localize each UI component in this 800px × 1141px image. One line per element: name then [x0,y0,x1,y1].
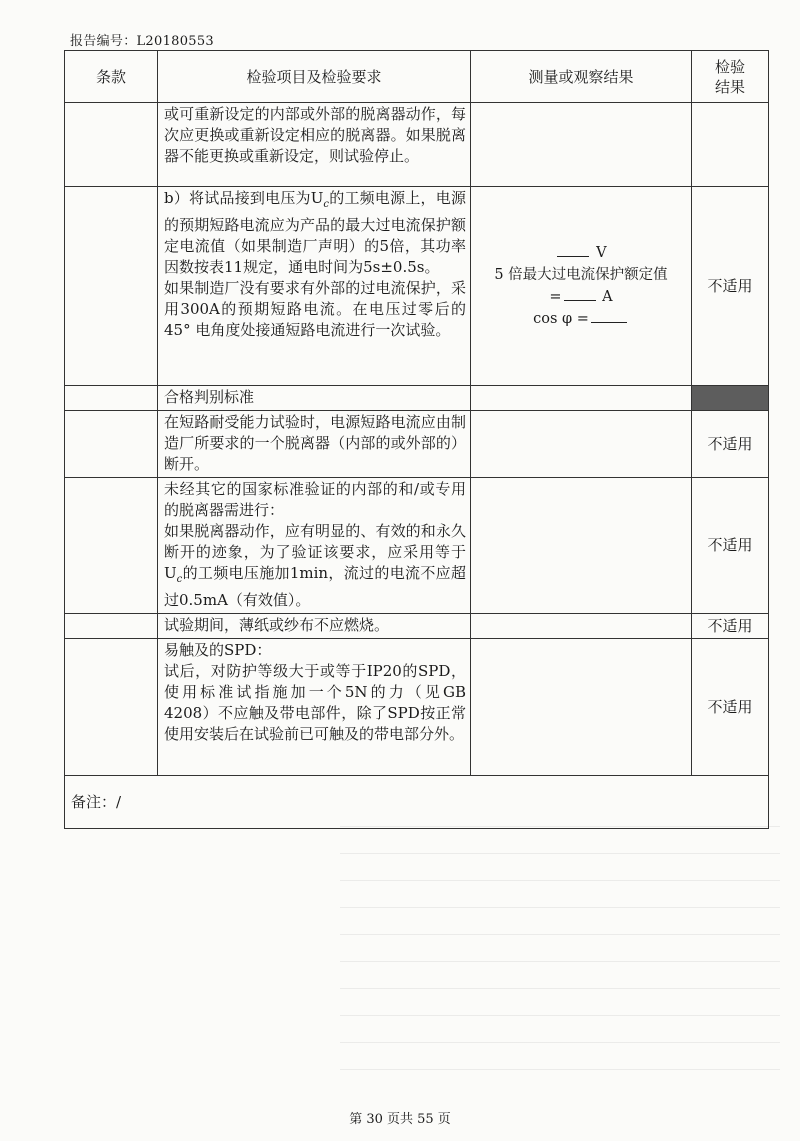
header-verdict-line2: 结果 [714,77,745,96]
power-factor-blank [591,308,627,323]
voltage-blank [557,242,589,257]
requirement-text: 或可重新设定的内部或外部的脱离器动作，每次应更换或重新设定相应的脱离器。如果脱离器不能更换或重新设定，则试验停止。 [164,105,466,165]
remarks-cell: 备注：/ [65,776,769,829]
header-row [65,51,769,103]
requirement-cell [158,639,471,776]
clause-cell [65,478,158,614]
measurement-cell [471,411,692,478]
table-row [65,103,769,187]
measurement-cell [471,103,692,187]
requirement-cell: 合格判别标准 [158,386,471,411]
clause-cell [65,411,158,478]
requirement-cell [158,187,471,386]
requirement-cell: 试验期间，薄纸或纱布不应燃烧。 [158,614,471,639]
verdict-cell [692,103,769,187]
requirement-cell [158,478,471,614]
verdict-cell: 不适用 [692,478,769,614]
unit-a: A [602,289,613,305]
header-measurement: 测量或观察结果 [471,51,692,103]
table-row [65,614,769,639]
current-line: = A [471,286,691,308]
requirement-text: 如果脱离器动作，应有明显的、有效的和永久断开的迹象，为了验证该要求，应采用等于$U_c$的工频电压施加1min，流过的电流不应超过0.5mA（有效值）。 [164,522,466,609]
verdict-cell-shaded [692,386,769,411]
table-row [65,478,769,614]
unit-v: V [596,245,607,261]
measurement-cell [471,386,692,411]
clause-cell [65,103,158,187]
table-row [65,187,769,386]
requirement-cell [158,103,471,187]
measurement-cell [471,478,692,614]
requirement-text: 易触及的SPD： [164,641,272,659]
header-item: 检验项目及检验要求 [158,51,471,103]
bleed-through-texture [340,800,780,1080]
clause-cell [65,386,158,411]
table-row [65,386,769,411]
measurement-cell [471,614,692,639]
page-number: 第 30 页共 55 页 [349,1112,451,1127]
requirement-text: 在短路耐受能力试验时，电源短路电流应由制造厂所要求的一个脱离器（内部的或外部的）断开。 [164,413,466,473]
voltage-line [471,242,691,264]
requirement-cell [158,411,471,478]
table-row [65,411,769,478]
power-factor-line: cos φ = [471,308,691,330]
header-clause: 条款 [65,51,158,103]
requirement-text: b）将试品接到电压为$U_c$的工频电源上，电源的预期短路电流应为产品的最大过电流保护额定电流值（如果制造厂声明）的5倍，其功率因数按表11规定，通电时间为5s±0.5s。 [164,189,466,276]
measurement-cell [471,639,692,776]
verdict-cell: 不适用 [692,187,769,386]
clause-cell [65,639,158,776]
requirement-text: 未经其它的国家标准验证的内部的和/或专用的脱离器需进行： [164,480,466,519]
remarks-row [65,776,769,829]
current-blank [564,286,596,301]
verdict-cell: 不适用 [692,639,769,776]
clause-cell [65,187,158,386]
verdict-cell: 不适用 [692,411,769,478]
current-label: 5 倍最大过电流保护额定值 [494,267,668,283]
requirement-text: 试后，对防护等级大于或等于IP20的SPD，使用标准试指施加一个5N的力（见GB 4208）不应触及带电部件，除了SPD按正常使用安装后在试验前已可触及的带电部分外。 [164,662,466,743]
measurement-cell [471,187,692,386]
inspection-table [64,50,769,829]
header-verdict [692,51,769,103]
report-number: 报告编号：L20180553 [70,34,215,49]
verdict-cell: 不适用 [692,614,769,639]
table-row [65,639,769,776]
header-verdict-line1: 检验 [714,57,745,76]
clause-cell [65,614,158,639]
requirement-text: 如果制造厂没有要求有外部的过电流保护，采用300A的预期短路电流。在电压过零后的45° 电角度处接通短路电流进行一次试验。 [164,279,466,339]
